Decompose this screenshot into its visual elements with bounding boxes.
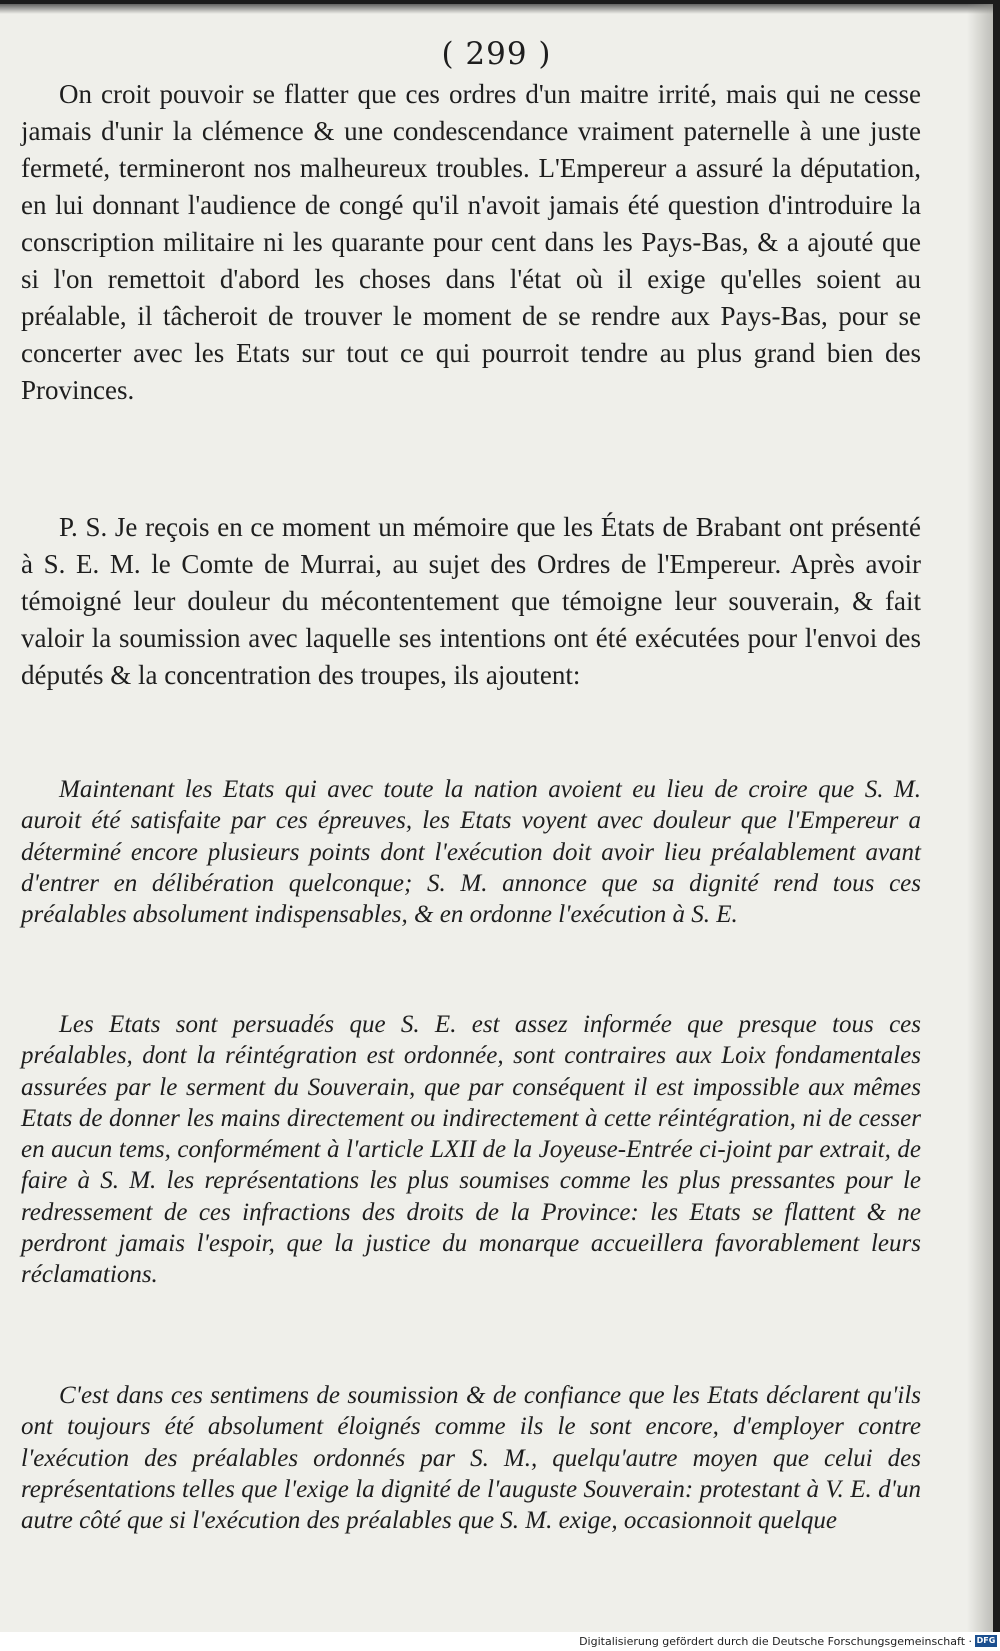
- dfg-logo-icon: DFG: [976, 1636, 996, 1645]
- body-paragraph-1: [21, 76, 921, 409]
- body-paragraph-postscript: [21, 509, 921, 694]
- quoted-paragraph-2: [21, 1009, 921, 1291]
- footer-credit: Digitalisierung gefördert durch die Deutsche Forschungsgemeinschaft ·: [579, 1635, 972, 1648]
- paragraph-text: C'est dans ces sentimens de soumission & de confiance que les Etats déclarent qu'ils ont toujours été absolument éloignés comme ils le sont encore, d'employer contre l'exécution des préalables ordonnés par S. M., quelqu'autre moyen que celui des représentations telles que l'exige la dignité de l'auguste Souverain: protestant à V. E. d'un autre côté que si l'exécution des préalables que S. M. exige, occasionnoit quelque: [21, 1382, 921, 1535]
- page-edge-shadow-right: [967, 4, 993, 1632]
- paragraph-text: Maintenant les Etats qui avec toute la nation avoient eu lieu de croire que S. M. auroit été satisfaite par ces épreuves, les Etats voyent avec douleur que l'Empereur a déterminé encore plusieurs points dont l'exécution doit avoir lieu préalablement avant d'entrer en délibération quelconque; S. M. annonce que sa dignité rend tous ces préalables absolument indispensables, & en ordonne l'exécution à S. E.: [21, 776, 921, 929]
- quoted-paragraph-3: [21, 1380, 921, 1536]
- page-edge-shadow-top: [0, 4, 993, 14]
- paragraph-text: On croit pouvoir se flatter que ces ordres d'un maitre irrité, mais qui ne cesse jamais d'unir la clémence & une condescendance vraiment paternelle à une juste fermeté, termineront nos malheureux troubles. L'Empereur a assuré la députation, en lui donnant l'audience de congé qu'il n'avoit jamais été question d'introduire la conscription militaire ni les quarante pour cent dans les Pays-Bas, & a ajouté que si l'on remettoit d'abord les choses dans l'état où il exige qu'elles soient au préalable, il tâcheroit de trouver le moment de se rendre aux Pays-Bas, pour se concerter avec les Etats sur tout ce qui pourroit tendre au plus grand bien des Provinces.: [21, 79, 921, 405]
- scanned-page: [0, 4, 993, 1632]
- quoted-paragraph-1: [21, 774, 921, 930]
- paragraph-text: P. S. Je reçois en ce moment un mémoire que les États de Brabant ont présenté à S. E. M. le Comte de Murrai, au sujet des Ordres de l'Empereur. Après avoir témoigné leur douleur du mécontentement que témoigne leur souverain, & fait valoir la soumission avec laquelle ses intentions ont été exécutées pour l'envoi des députés & la concentration des troupes, ils ajoutent:: [21, 512, 921, 690]
- page-number: ( 299 ): [441, 36, 552, 72]
- paragraph-text: Les Etats sont persuadés que S. E. est assez informée que presque tous ces préalables, dont la réintégration est ordonnée, sont contraires aux Loix fondamentales assurées par le serment du Souverain, que par conséquent il est impossible aux mêmes Etats de donner les mains directement ou indirectement à cette réintégration, ni de cesser en aucun tems, conformément à l'article LXII de la Joyeuse-Entrée ci-joint par extrait, de faire à S. M. les représentations les plus soumises comme les plus pressantes pour le redressement de ces infractions des droits de la Province: les Etats se flattent & ne perdront jamais l'espoir, que la justice du monarque accueillera favorablement leurs réclamations.: [21, 1011, 921, 1289]
- digitization-footer: [0, 1632, 1000, 1651]
